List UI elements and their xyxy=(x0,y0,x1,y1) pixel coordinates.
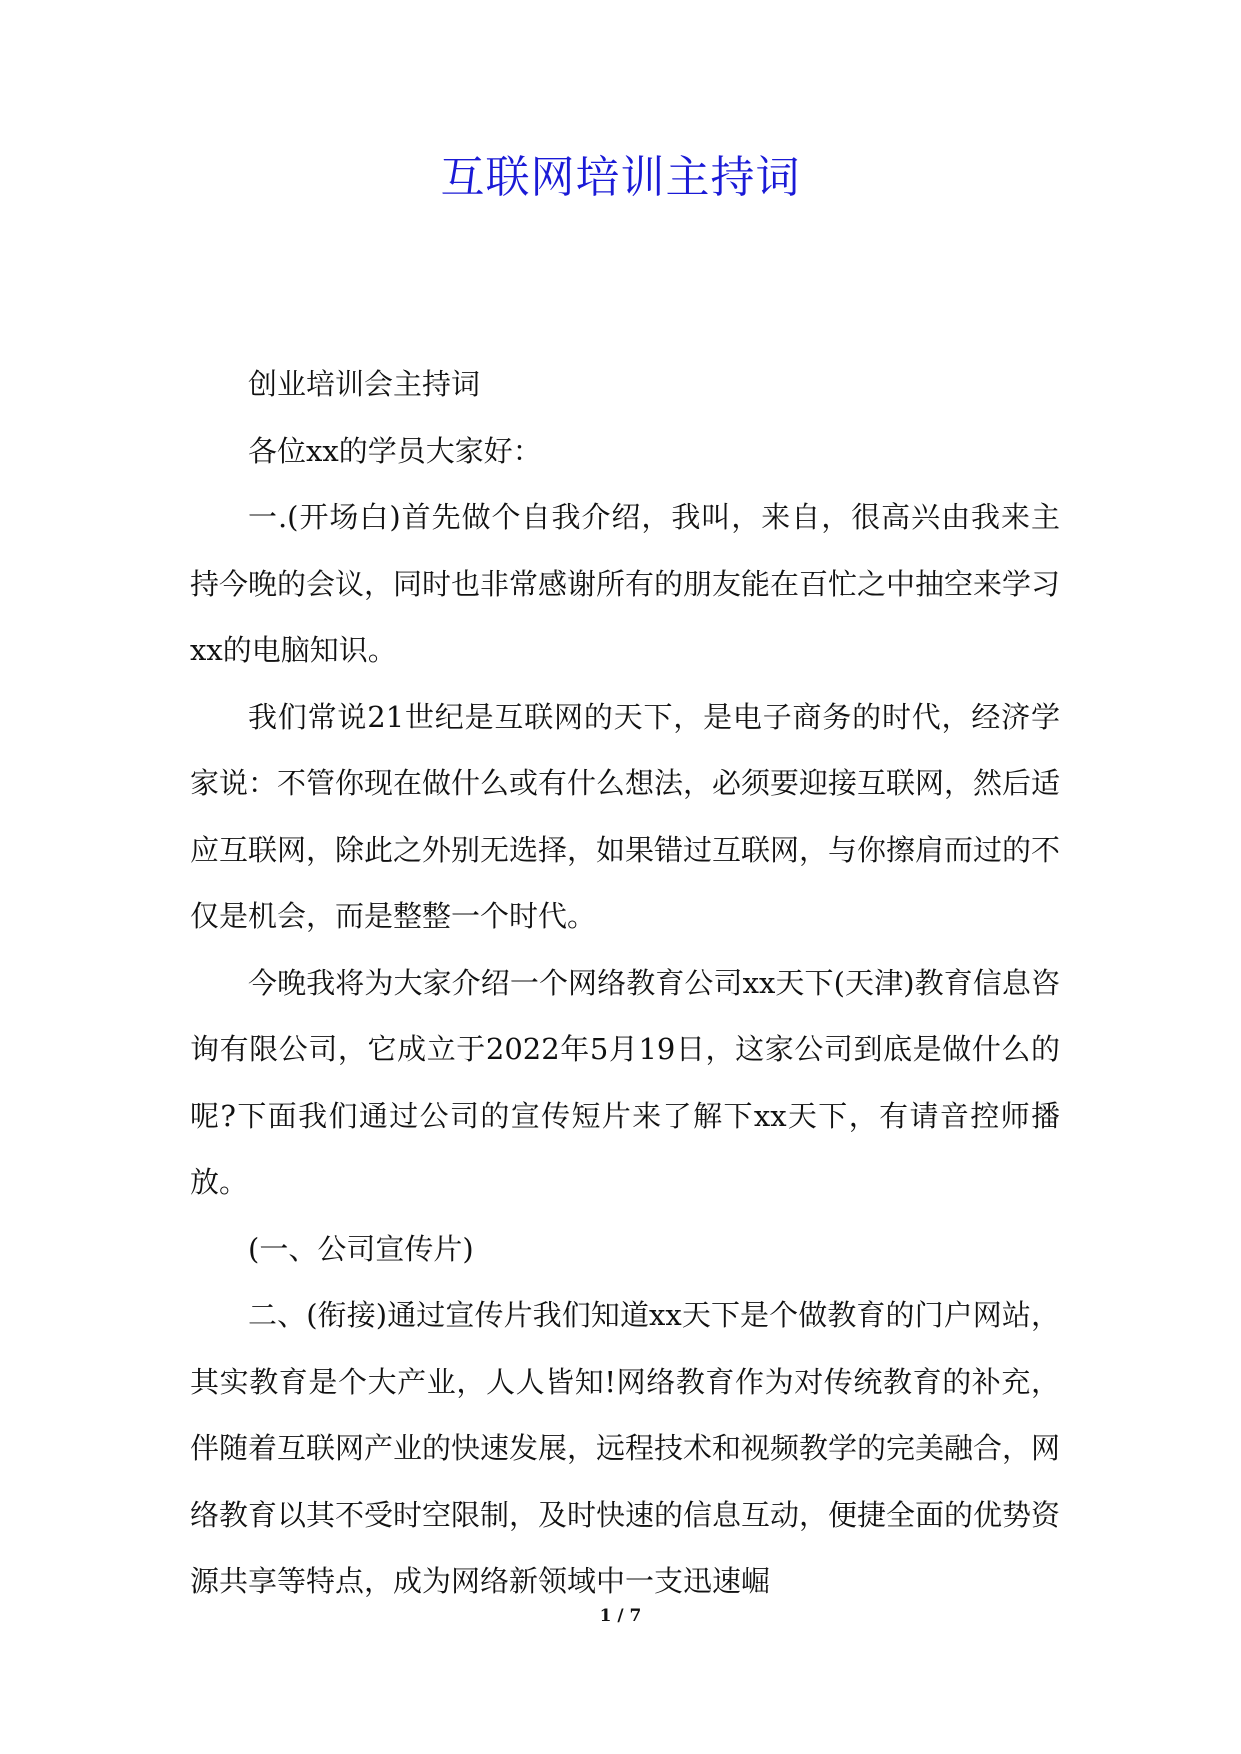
document-title: 互联网培训主持词 xyxy=(440,152,801,203)
paragraph: 今晚我将为大家介绍一个网络教育公司xx天下(天津)教育信息咨询有限公司，它成立于2022年5月19日，这家公司到底是做什么的呢?下面我们通过公司的宣传短片来了解下xx天下，有请音控师播放。 xyxy=(190,965,1060,1199)
document-body xyxy=(190,351,1060,1615)
paragraph: 二、(衔接)通过宣传片我们知道xx天下是个做教育的门户网站，其实教育是个大产业，人人皆知!网络教育作为对传统教育的补充，伴随着互联网产业的快速发展，远程技术和视频教学的完美融合，网络教育以其不受时空限制，及时快速的信息互动，便捷全面的优势资源共享等特点，成为网络新领域中一支迅速崛 xyxy=(190,1298,1061,1598)
paragraph: 我们常说21世纪是互联网的天下，是电子商务的时代，经济学家说：不管你现在做什么或有什么想法，必须要迎接互联网，然后适应互联网，除此之外别无选择，如果错过互联网，与你擦肩而过的不仅是机会，而是整整一个时代。 xyxy=(190,699,1061,933)
paragraph: 一.(开场白)首先做个自我介绍，我叫，来自，很高兴由我来主持今晚的会议，同时也非常感谢所有的朋友能在百忙之中抽空来学习xx的电脑知识。 xyxy=(190,500,1061,667)
paragraph: 创业培训会主持词 xyxy=(248,367,481,401)
paragraph: 各位xx的学员大家好： xyxy=(248,433,542,468)
page-number: 1 / 7 xyxy=(599,1606,642,1626)
paragraph: (一、公司宣传片) xyxy=(248,1231,474,1266)
